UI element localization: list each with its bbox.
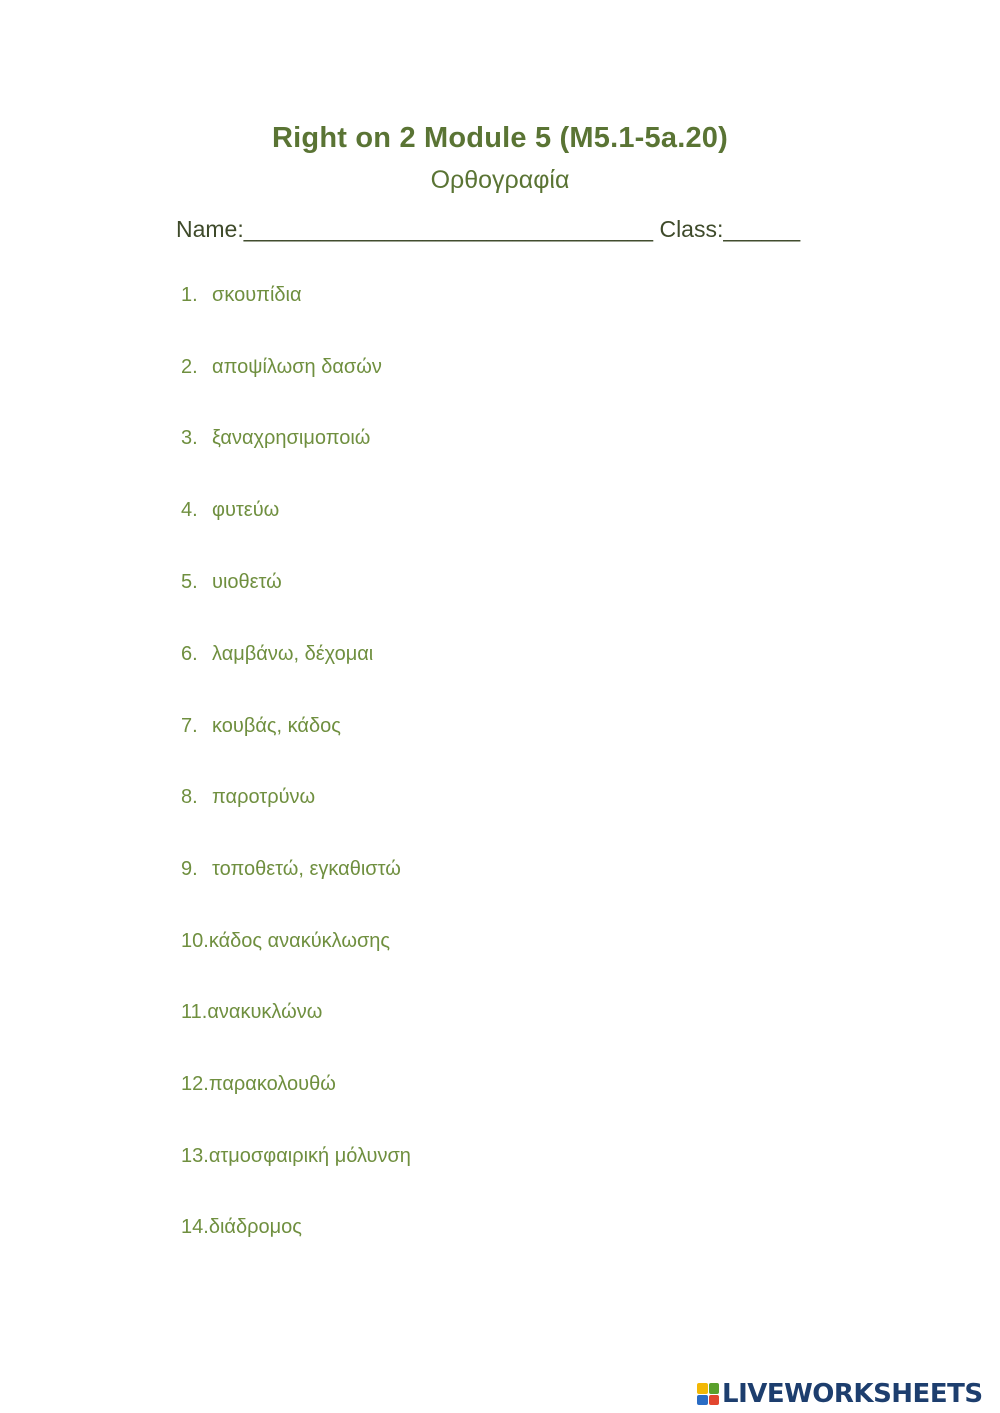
item-text: κουβάς, κάδος	[212, 715, 341, 737]
item-text: παροτρύνω	[212, 786, 316, 808]
item-number: 9.	[181, 858, 198, 880]
item-text: ατμοσφαιρική μόλυνση	[208, 1145, 411, 1167]
item-number: 10.	[181, 930, 209, 952]
item-number: 12.	[181, 1073, 209, 1095]
list-item	[181, 786, 315, 809]
item-text: τοποθετώ, εγκαθιστώ	[212, 858, 401, 880]
liveworksheets-logo[interactable]	[697, 1376, 983, 1412]
item-text: φυτεύω	[212, 499, 280, 521]
list-item	[181, 427, 370, 450]
list-item	[181, 858, 401, 881]
list-item	[181, 1001, 322, 1024]
worksheet-subtitle: Ορθογραφία	[430, 166, 570, 194]
item-text: παρακολουθώ	[208, 1073, 336, 1095]
item-text: ανακυκλώνω	[207, 1001, 323, 1023]
item-number: 7.	[181, 715, 198, 737]
logo-text: LIVEWORKSHEETS	[722, 1379, 983, 1409]
item-text: κάδος ανακύκλωσης	[208, 930, 391, 952]
item-text: σκουπίδια	[212, 284, 302, 306]
worksheet-title: Right on 2 Module 5 (M5.1-5a.20)	[272, 122, 728, 154]
list-item	[181, 356, 382, 379]
list-item	[181, 571, 282, 594]
name-class-line: Name:________________________________ Class:______	[176, 216, 801, 242]
item-text: λαμβάνω, δέχομαι	[212, 643, 374, 665]
list-item	[181, 1145, 411, 1168]
item-number: 2.	[181, 356, 198, 378]
list-item	[181, 643, 373, 666]
list-item	[181, 715, 341, 738]
list-item	[181, 1216, 302, 1239]
item-number: 6.	[181, 643, 198, 665]
item-number: 13.	[181, 1145, 209, 1167]
item-text: ξαναχρησιμοποιώ	[212, 427, 371, 449]
item-number: 11.	[181, 1001, 208, 1023]
item-text: υιοθετώ	[212, 571, 282, 593]
item-number: 3.	[181, 427, 198, 449]
list-item	[181, 1073, 336, 1096]
item-number: 4.	[181, 499, 198, 521]
item-number: 1.	[181, 284, 198, 306]
item-number: 8.	[181, 786, 198, 808]
item-number: 14.	[181, 1216, 209, 1238]
list-item	[181, 499, 279, 522]
item-text: διάδρομος	[208, 1216, 302, 1238]
list-item	[181, 930, 390, 953]
liveworksheets-logo-icon	[697, 1383, 719, 1405]
item-number: 5.	[181, 571, 198, 593]
list-item	[181, 284, 302, 307]
item-text: αποψίλωση δασών	[212, 356, 382, 378]
